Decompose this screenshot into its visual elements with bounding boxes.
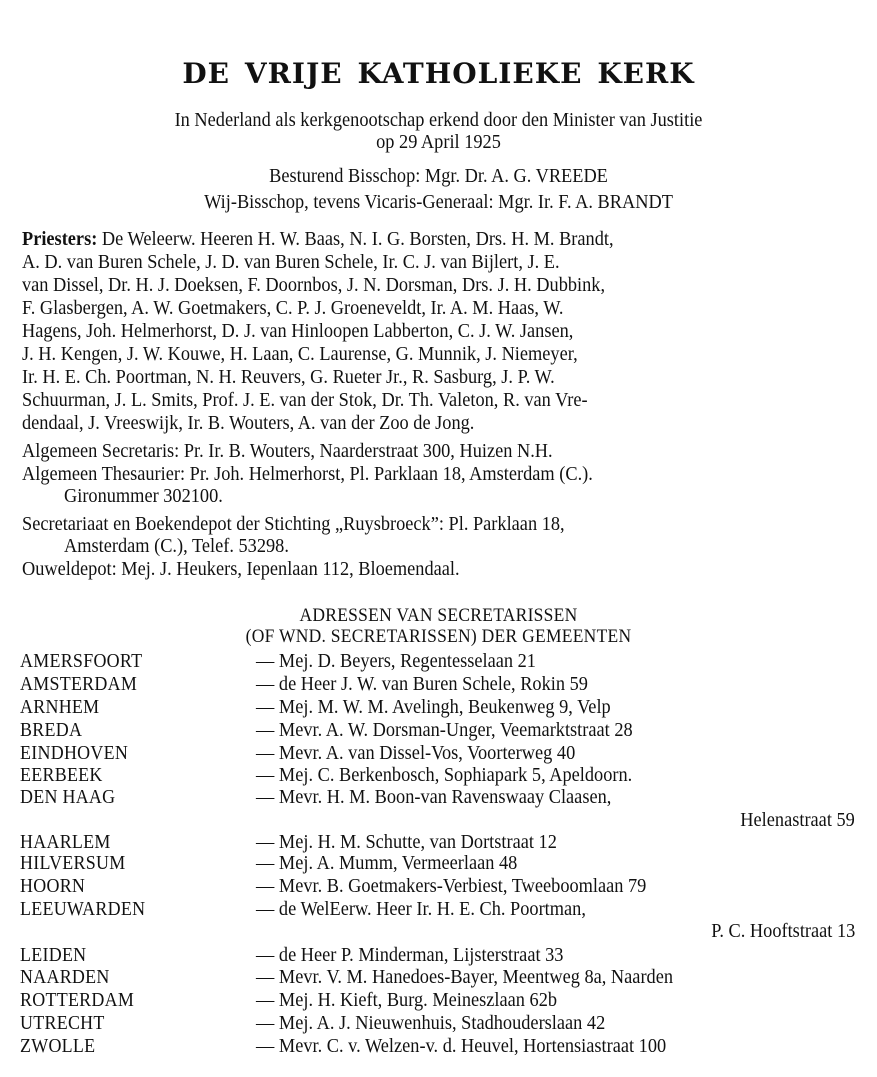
secretary-entry: — Mej. D. Beyers, Regentesselaan 21: [256, 651, 536, 672]
directory-row: [20, 651, 860, 674]
directory-row: [20, 899, 860, 922]
priests-line: Ir. H. E. Ch. Poortman, N. H. Reuvers, G. Rueter Jr., R. Sasburg, J. P. W.: [22, 367, 555, 388]
directory-row: [20, 876, 860, 899]
secretary-entry: — Mevr. C. v. Welzen-v. d. Heuvel, Hortensiastraat 100: [256, 1036, 667, 1057]
city-name: HILVERSUM: [20, 853, 126, 874]
secretary-entry: — Mej. M. W. M. Avelingh, Beukenweg 9, Velp: [256, 697, 611, 718]
directory-row-continuation: [20, 921, 860, 944]
general-treasurer: Algemeen Thesaurier: Pr. Joh. Helmerhorst, Pl. Parklaan 18, Amsterdam (C.).: [22, 464, 593, 485]
priests-line: J. H. Kengen, J. W. Kouwe, H. Laan, C. Laurense, G. Munnik, J. Niemeyer,: [22, 344, 578, 365]
city-name: NAARDEN: [20, 967, 110, 988]
secretary-entry: — Mej. H. M. Schutte, van Dortstraat 12: [256, 832, 557, 853]
recognition-line-2: op 29 April 1925: [376, 132, 501, 153]
secretary-entry: — Mej. A. Mumm, Vermeerlaan 48: [256, 853, 518, 874]
book-depot-line-2: Amsterdam (C.), Telef. 53298.: [64, 536, 289, 557]
priests-line: F. Glasbergen, A. W. Goetmakers, C. P. J. Groeneveldt, Ir. A. M. Haas, W.: [22, 298, 564, 319]
city-name: LEEUWARDEN: [20, 899, 146, 920]
secretary-entry: — Mevr. B. Goetmakers-Verbiest, Tweeboomlaan 79: [256, 876, 647, 897]
page-title: de vrije katholieke kerk: [182, 46, 695, 93]
auxiliary-bishop: Wij-Bisschop, tevens Vicaris-Generaal: Mgr. Ir. F. A. BRANDT: [204, 192, 673, 213]
directory-heading-2: (OF WND. SECRETARISSEN) DER GEMEENTEN: [245, 626, 632, 647]
priests-line: Schuurman, J. L. Smits, Prof. J. E. van der Stok, Dr. Th. Valeton, R. van Vre-: [22, 390, 588, 411]
priests-line: van Dissel, Dr. H. J. Doeksen, F. Doornbos, J. N. Dorsman, Drs. J. H. Dubbink,: [22, 275, 606, 296]
directory-row: [20, 697, 860, 720]
directory-row: [20, 853, 860, 876]
secretary-entry: — Mej. A. J. Nieuwenhuis, Stadhouderslaan 42: [256, 1013, 606, 1034]
directory-row: [20, 990, 860, 1013]
city-name: EERBEEK: [20, 765, 103, 786]
city-name: BREDA: [20, 720, 83, 741]
city-name: HAARLEM: [20, 832, 111, 853]
secretary-entry: — de Heer J. W. van Buren Schele, Rokin 59: [256, 674, 588, 695]
city-name: AMSTERDAM: [20, 674, 138, 695]
recognition-line-1: In Nederland als kerkgenootschap erkend door den Minister van Justitie: [174, 110, 703, 131]
governing-bishop: Besturend Bisschop: Mgr. Dr. A. G. VREEDE: [269, 166, 608, 187]
priests-line: Priesters: De Weleerw. Heeren H. W. Baas, N. I. G. Borsten, Drs. H. M. Brandt,: [22, 229, 614, 250]
address-continuation: Helenastraat 59: [740, 810, 855, 831]
city-name: LEIDEN: [20, 945, 87, 966]
city-name: ZWOLLE: [20, 1036, 96, 1057]
secretary-entry: — Mevr. H. M. Boon-van Ravenswaay Claasen,: [256, 787, 612, 808]
directory-row: [20, 720, 860, 743]
secretary-entry: — Mevr. V. M. Hanedoes-Bayer, Meentweg 8a, Naarden: [256, 967, 674, 988]
address-continuation: P. C. Hooftstraat 13: [710, 921, 855, 942]
city-name: ROTTERDAM: [20, 990, 135, 1011]
wafer-depot: Ouweldepot: Mej. J. Heukers, Iepenlaan 112, Bloemendaal.: [22, 559, 460, 580]
secretary-entry: — Mevr. A. van Dissel-Vos, Voorterweg 40: [256, 743, 576, 764]
city-name: AMERSFOORT: [20, 651, 143, 672]
city-name: EINDHOVEN: [20, 743, 129, 764]
general-secretary: Algemeen Secretaris: Pr. Ir. B. Wouters, Naarderstraat 300, Huizen N.H.: [22, 441, 553, 462]
giro-number: Gironummer 302100.: [64, 486, 223, 507]
directory-row: [20, 1036, 860, 1059]
priests-line: dendaal, J. Vreeswijk, Ir. B. Wouters, A. van der Zoo de Jong.: [22, 413, 475, 434]
book-depot-line-1: Secretariaat en Boekendepot der Stichting „Ruysbroeck”: Pl. Parklaan 18,: [22, 514, 565, 535]
secretary-entry: — de Heer P. Minderman, Lijsterstraat 33: [256, 945, 564, 966]
secretary-entry: — Mevr. A. W. Dorsman-Unger, Veemarktstraat 28: [256, 720, 633, 741]
priests-line: Hagens, Joh. Helmerhorst, D. J. van Hinloopen Labberton, C. J. W. Jansen,: [22, 321, 574, 342]
city-name: HOORN: [20, 876, 86, 897]
directory-row: [20, 765, 860, 788]
directory-row: [20, 1013, 860, 1036]
directory-row: [20, 787, 860, 810]
directory-row: [20, 832, 860, 855]
city-name: UTRECHT: [20, 1013, 105, 1034]
priests-label: Priesters:: [22, 229, 98, 250]
secretary-entry: — Mej. H. Kieft, Burg. Meineszlaan 62b: [256, 990, 558, 1011]
directory-row: [20, 967, 860, 990]
directory-row: [20, 674, 860, 697]
directory-row: [20, 945, 860, 968]
directory-heading-1: ADRESSEN VAN SECRETARISSEN: [299, 605, 578, 626]
secretary-entry: — Mej. C. Berkenbosch, Sophiapark 5, Apeldoorn.: [256, 765, 633, 786]
directory-row-continuation: [20, 810, 860, 833]
city-name: ARNHEM: [20, 697, 100, 718]
directory-row: [20, 743, 860, 766]
city-name: DEN HAAG: [20, 787, 116, 808]
secretary-entry: — de WelEerw. Heer Ir. H. E. Ch. Poortman,: [256, 899, 586, 920]
priests-line: A. D. van Buren Schele, J. D. van Buren Schele, Ir. C. J. van Bijlert, J. E.: [22, 252, 560, 273]
